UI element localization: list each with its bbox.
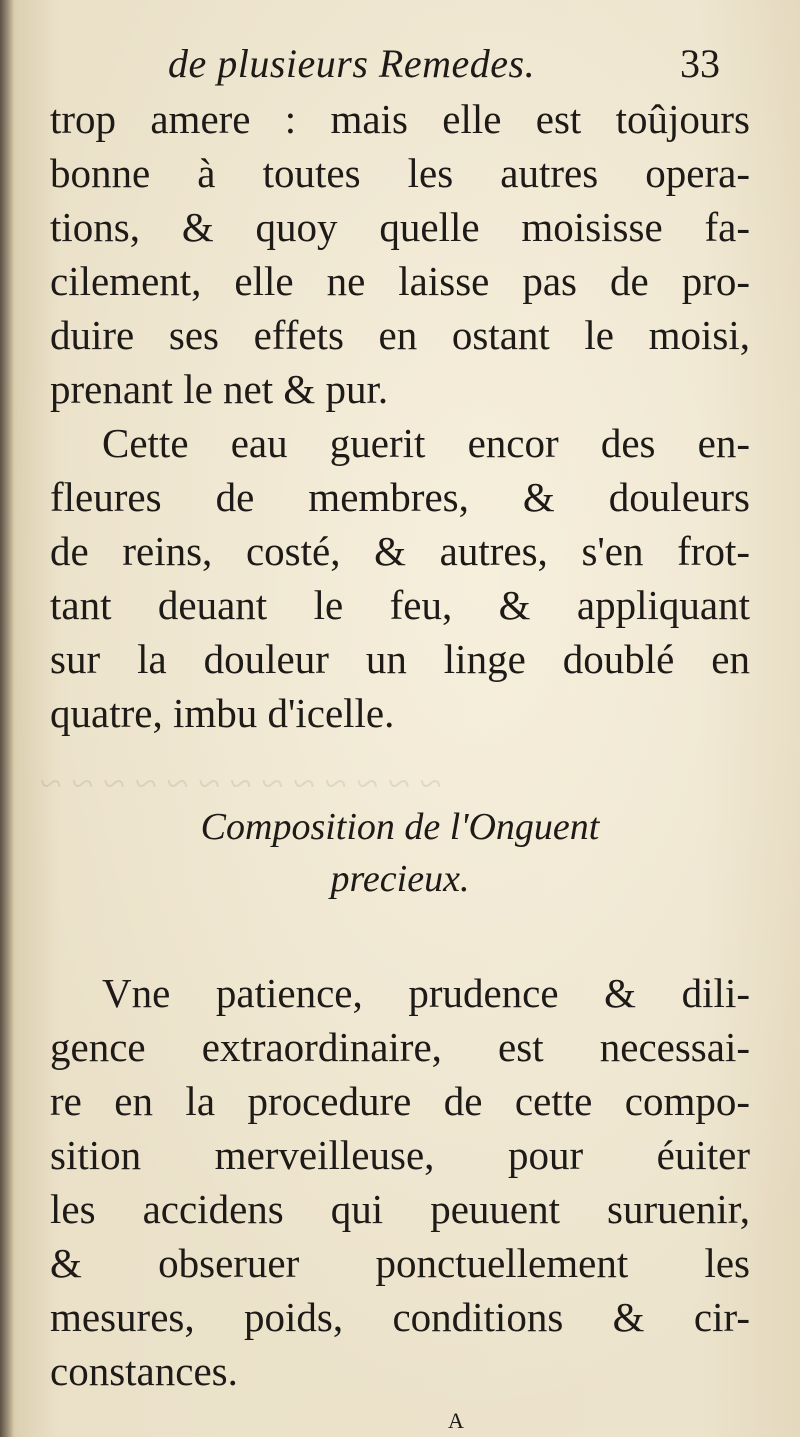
text-line: quatre, imbu d'icelle. (50, 690, 395, 736)
text-line: tions, & quoy quelle moisisse fa- (50, 204, 750, 250)
text-line: mesures, poids, conditions & cir- (50, 1294, 750, 1340)
binding-gutter-shadow (0, 0, 14, 1437)
text-line: Cette eau guerit encor des en- (102, 420, 750, 466)
show-through-text: ~ ~ ~ ~ ~ ~ ~ ~ ~ ~ ~ ~ ~ (40, 761, 442, 806)
paragraph-1 (50, 92, 750, 416)
text-line: de reins, costé, & autres, s'en frot- (50, 528, 750, 574)
text-line: & obseruer ponctuellement les (50, 1240, 750, 1286)
text-line: re en la procedure de cette compo- (50, 1078, 750, 1124)
text-line: sur la douleur un linge doublé en (50, 636, 750, 682)
page-number: 33 (680, 41, 720, 86)
text-line: Vne patience, prudence & dili- (102, 970, 750, 1016)
text-line: les accidens qui peuuent suruenir, (50, 1186, 750, 1232)
text-line: duire ses effets en ostant le moisi, (50, 312, 750, 358)
running-head: de plusieurs Remedes. (168, 41, 536, 86)
text-line: constances. (50, 1348, 238, 1394)
section-heading-line-2: precieux. (330, 858, 470, 900)
text-line: cilement, elle ne laisse pas de pro- (50, 258, 750, 304)
paragraph-3 (50, 966, 750, 1398)
text-line: prenant le net & pur. (50, 366, 389, 412)
paragraph-2 (50, 416, 750, 740)
text-line: sition merveilleuse, pour éuiter (50, 1132, 750, 1178)
section-heading-line-1: Composition de l'Onguent (200, 806, 600, 848)
signature-mark: A (448, 1408, 464, 1433)
text-line: fleures de membres, & douleurs (50, 474, 750, 520)
text-line: gence extraordinaire, est necessai- (50, 1024, 750, 1070)
text-line: trop amere : mais elle est toûjours (50, 96, 750, 142)
text-line: tant deuant le feu, & appliquant (50, 582, 750, 628)
text-line: bonne à toutes les autres opera- (50, 150, 750, 196)
